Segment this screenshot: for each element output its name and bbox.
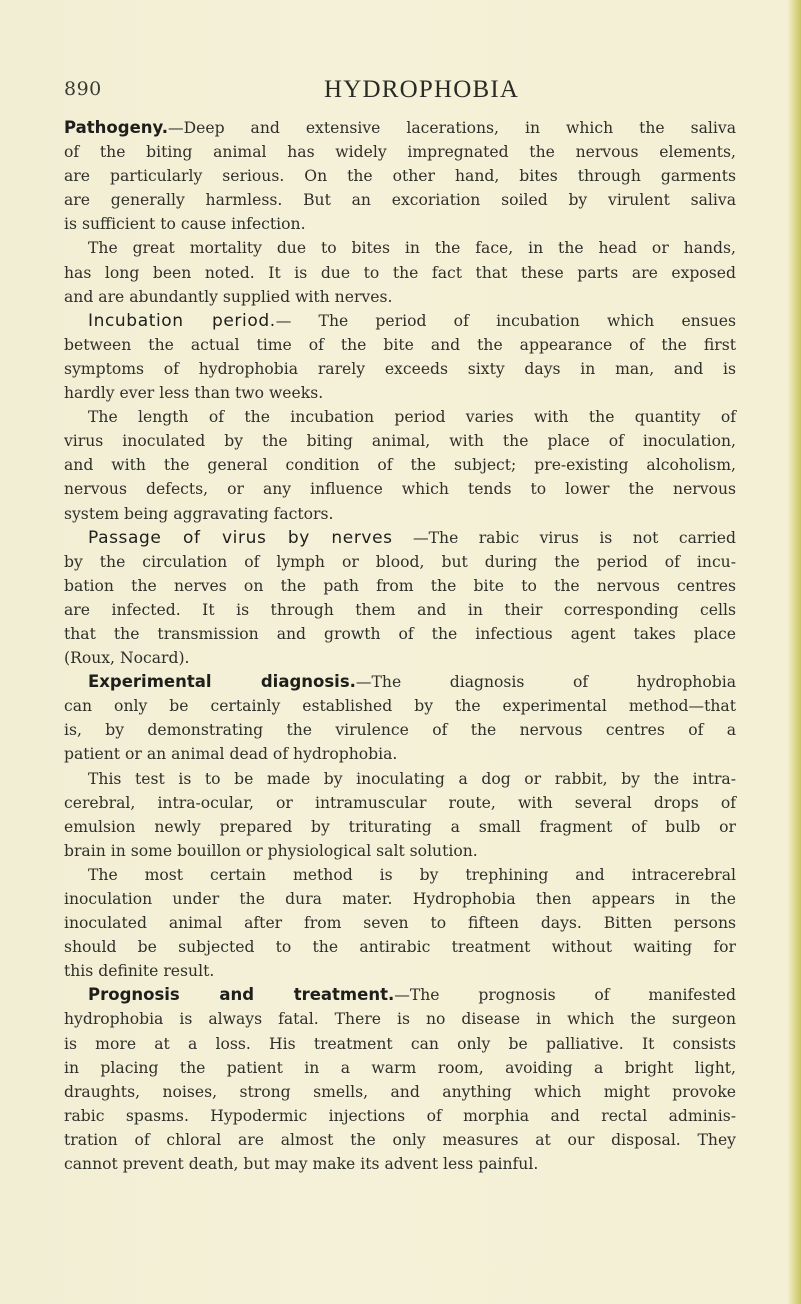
text-line: The length of the incubation period varies with the quantity of bbox=[88, 408, 736, 427]
text-line: hardly ever less than two weeks. bbox=[64, 384, 324, 403]
text-line: hydrophobia is always fatal. There is no disease in which the surgeon bbox=[64, 1010, 736, 1029]
text-line: system being aggravating factors. bbox=[64, 504, 334, 523]
text-line: brain in some bouillon or physiological salt solution. bbox=[64, 841, 478, 860]
text-line: and with the general condition of the subject; pre-existing alcoholism, bbox=[64, 456, 736, 475]
section-heading-prognosis-and-treatment: Prognosis and treatment. bbox=[88, 985, 395, 1005]
text-line: this definite result. bbox=[64, 962, 215, 981]
text-line: cannot prevent death, but may make its advent less painful. bbox=[64, 1155, 539, 1174]
section-heading-passage-of-virus: Passage of virus by nerves bbox=[88, 527, 393, 548]
section-heading-experimental-diagnosis: Experimental diagnosis. bbox=[88, 672, 356, 692]
text-line: nervous defects, or any influence which tends to lower the nervous bbox=[64, 480, 736, 499]
text-line: is more at a loss. His treatment can only be palliative. It consists bbox=[64, 1034, 736, 1053]
text-line: This test is to be made by inoculating a dog or rabbit, by the intra- bbox=[88, 769, 736, 788]
text-line: of the biting animal has widely impregnated the nervous elements, bbox=[64, 143, 736, 162]
text-line: is sufficient to cause infection. bbox=[64, 215, 306, 234]
text-line: (Roux, Nocard). bbox=[64, 649, 190, 668]
text-line: should be subjected to the antirabic treatment without waiting for bbox=[64, 938, 736, 957]
running-title: HYDROPHOBIA bbox=[324, 76, 520, 103]
text-line: and are abundantly supplied with nerves. bbox=[64, 287, 393, 306]
text-line: The great mortality due to bites in the face, in the head or hands, bbox=[88, 239, 736, 258]
page-edge-shading bbox=[787, 0, 801, 1304]
text-line: symptoms of hydrophobia rarely exceeds sixty days in man, and is bbox=[64, 359, 736, 378]
section-line: Incubation period.— The period of incubation which ensues bbox=[88, 310, 736, 331]
section-line: Pathogeny.—Deep and extensive lacerations, in which the saliva bbox=[64, 118, 736, 137]
section-heading-incubation-period: Incubation period. bbox=[88, 310, 276, 331]
section-line: Prognosis and treatment.—The prognosis of manifested bbox=[88, 985, 736, 1005]
text-line: inoculation under the dura mater. Hydrophobia then appears in the bbox=[64, 890, 736, 908]
text-line: are infected. It is through them and in their corresponding cells bbox=[64, 600, 736, 619]
text-line: cerebral, intra-ocular, or intramuscular route, with several drops of bbox=[64, 793, 736, 812]
text-line: in placing the patient in a warm room, avoiding a bright light, bbox=[64, 1058, 736, 1077]
text-line: are generally harmless. But an excoriation soiled by virulent saliva bbox=[64, 191, 736, 210]
text-line: between the actual time of the bite and the appearance of the first bbox=[64, 335, 736, 354]
text-line: that the transmission and growth of the infectious agent takes place bbox=[64, 624, 736, 643]
text-line: rabic spasms. Hypodermic injections of morphia and rectal adminis- bbox=[64, 1106, 736, 1125]
text-line: draughts, noises, strong smells, and anything which might provoke bbox=[64, 1082, 736, 1101]
text-line: bation the nerves on the path from the bite to the nervous centres bbox=[64, 576, 736, 595]
text-line: The most certain method is by trephining and intracerebral bbox=[88, 865, 736, 884]
section-heading-pathogeny: Pathogeny. bbox=[64, 118, 169, 137]
page-header bbox=[64, 78, 734, 108]
text-line: are particularly serious. On the other hand, bites through garments bbox=[64, 167, 736, 186]
text-line: virus inoculated by the biting animal, with the place of inoculation, bbox=[64, 432, 736, 451]
body-text bbox=[64, 116, 736, 1176]
section-line: Passage of virus by nerves —The rabic virus is not carried bbox=[88, 527, 736, 548]
text-line: tration of chloral are almost the only measures at our disposal. They bbox=[64, 1130, 736, 1149]
text-line: can only be certainly established by the experimental method—that bbox=[64, 697, 736, 716]
text-line: emulsion newly prepared by triturating a small fragment of bulb or bbox=[64, 817, 736, 836]
page-number: 890 bbox=[64, 78, 102, 100]
section-line: Experimental diagnosis.—The diagnosis of hydrophobia bbox=[88, 672, 737, 692]
text-line: by the circulation of lymph or blood, but during the period of incu- bbox=[64, 552, 736, 571]
text-line: patient or an animal dead of hydrophobia. bbox=[64, 745, 398, 764]
text-line: is, by demonstrating the virulence of the nervous centres of a bbox=[64, 721, 736, 740]
text-line: has long been noted. It is due to the fact that these parts are exposed bbox=[64, 263, 736, 282]
text-line: inoculated animal after from seven to fifteen days. Bitten persons bbox=[64, 914, 736, 933]
